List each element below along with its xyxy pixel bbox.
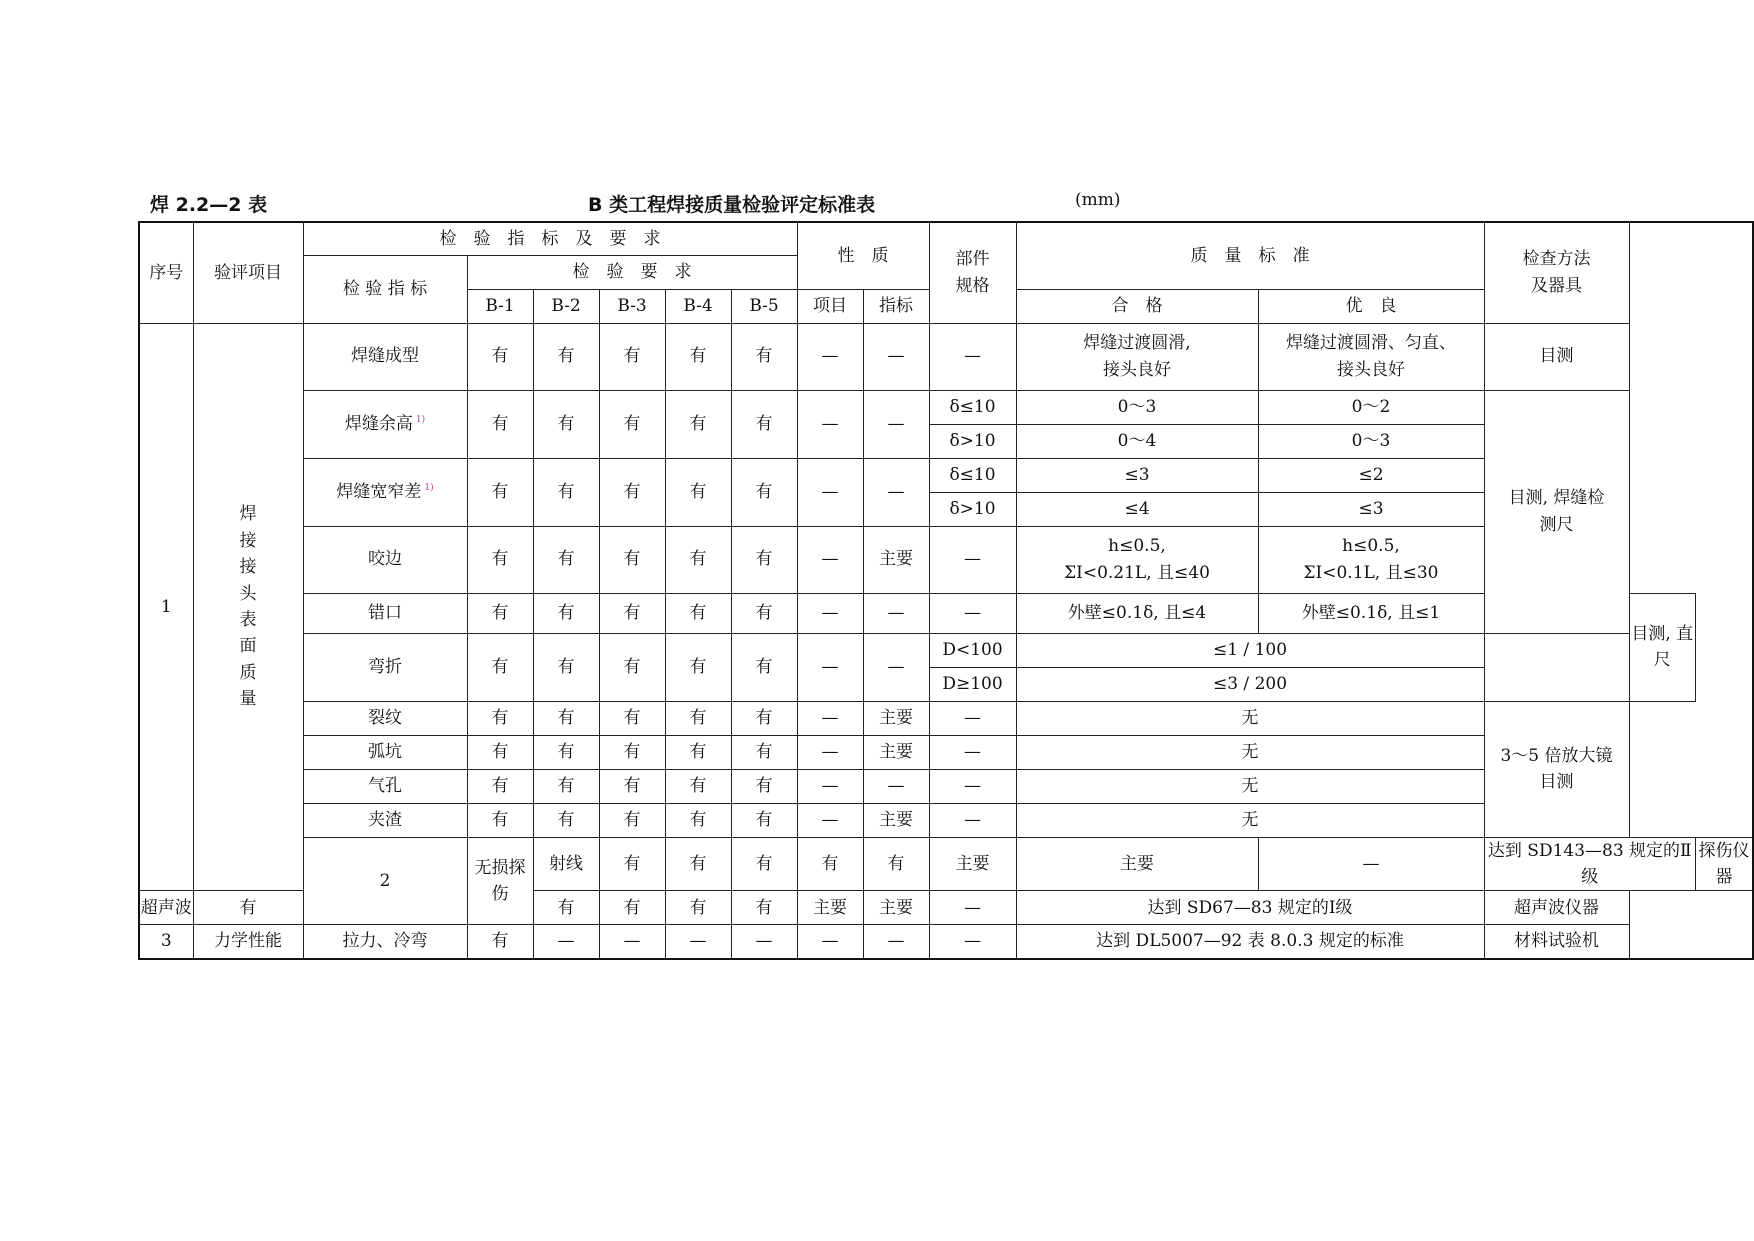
weld-quality-table — [138, 221, 1754, 960]
b2-cell: 有 — [533, 390, 599, 458]
b3-cell: 有 — [599, 593, 665, 633]
spec-cell: — — [929, 323, 1016, 390]
b4-cell: 有 — [665, 803, 731, 837]
b4-cell: 有 — [797, 837, 863, 891]
spec-cell: — — [929, 526, 1016, 593]
method-cell: 材料试验机 — [1484, 925, 1629, 959]
group2-item: 无损探伤 — [467, 837, 533, 925]
col-item: 验评项目 — [193, 222, 303, 323]
row-name: 气孔 — [303, 769, 467, 803]
b2-cell: 有 — [665, 837, 731, 891]
nature-index-cell: 主要 — [863, 526, 929, 593]
b5-cell: 有 — [731, 390, 797, 458]
spec-cell: δ≤10 — [929, 458, 1016, 492]
table-row — [139, 390, 1753, 424]
spec-cell: — — [929, 593, 1016, 633]
b2-cell: 有 — [533, 701, 599, 735]
group3-item: 力学性能 — [193, 925, 303, 959]
col-nature: 性 质 — [797, 222, 929, 289]
b2-cell: 有 — [533, 735, 599, 769]
nature-index-cell: — — [863, 593, 929, 633]
nature-item-cell: — — [797, 633, 863, 701]
row-name: 焊缝宽窄差 $^{1)}$ — [303, 458, 467, 526]
b3-cell: 有 — [599, 769, 665, 803]
row-name: 夹渣 — [303, 803, 467, 837]
col-seq: 序号 — [139, 222, 193, 323]
method-cell: 探伤仪器 — [1696, 837, 1753, 891]
b5-cell: 有 — [731, 593, 797, 633]
row-name: 弯折 — [303, 633, 467, 701]
b4-cell: 有 — [665, 526, 731, 593]
row-name: 咬边 — [303, 526, 467, 593]
pass-cell: 外壁≤0.1δ, 且≤4 — [1016, 593, 1258, 633]
b3-cell: 有 — [599, 701, 665, 735]
b3-cell: 有 — [731, 837, 797, 891]
spec-cell: — — [929, 925, 1016, 959]
b4-cell: 有 — [665, 735, 731, 769]
table-row — [139, 837, 1753, 891]
row-name: 错口 — [303, 593, 467, 633]
nature-item-cell: — — [797, 803, 863, 837]
nature-index-cell: 主要 — [863, 803, 929, 837]
col-quality: 质 量 标 准 — [1016, 222, 1484, 289]
b5-cell: 有 — [731, 633, 797, 701]
group2-seq: 2 — [303, 837, 467, 925]
b4-cell: 有 — [665, 593, 731, 633]
quality-cell: 无 — [1016, 735, 1484, 769]
nature-index-cell: — — [863, 458, 929, 526]
nature-item-cell: — — [797, 701, 863, 735]
table-code: 焊 2.2—2 表 — [150, 194, 268, 216]
row-name: 焊缝余高 $^{1)}$ — [303, 390, 467, 458]
table-row — [139, 323, 1753, 390]
col-spec: 部件 规格 — [929, 222, 1016, 323]
b2-cell: 有 — [533, 526, 599, 593]
header-row — [139, 222, 1753, 255]
pass-cell: 0～4 — [1016, 424, 1258, 458]
col-inspection-group: 检 验 指 标 及 要 求 — [303, 222, 797, 255]
nature-index-cell: — — [863, 769, 929, 803]
col-indicator: 检 验 指 标 — [303, 255, 467, 323]
b1-cell: 有 — [467, 735, 533, 769]
col-b3: B-3 — [599, 289, 665, 323]
b5-cell: 有 — [731, 735, 797, 769]
group3-seq: 3 — [139, 925, 193, 959]
method-cell: 3～5 倍放大镜 目测 — [1484, 701, 1629, 837]
table-row — [139, 633, 1753, 667]
nature-index-cell: 主要 — [1016, 837, 1258, 891]
b5-cell: 有 — [731, 769, 797, 803]
quality-cell: 无 — [1016, 769, 1484, 803]
b3-cell: 有 — [599, 390, 665, 458]
good-cell: 0～2 — [1258, 390, 1484, 424]
method-cell: 超声波仪器 — [1484, 891, 1629, 925]
nature-index-cell: 主要 — [863, 735, 929, 769]
nature-item-cell: 主要 — [797, 891, 863, 925]
b2-cell: 有 — [533, 458, 599, 526]
quality-cell: 达到 SD143—83 规定的Ⅱ级 — [1484, 837, 1696, 891]
nature-index-cell: — — [863, 633, 929, 701]
spec-cell: D<100 — [929, 633, 1016, 667]
nature-item-cell: — — [797, 735, 863, 769]
b2-cell: 有 — [533, 323, 599, 390]
col-nature-index: 指标 — [863, 289, 929, 323]
col-b5: B-5 — [731, 289, 797, 323]
b3-cell: 有 — [599, 323, 665, 390]
pass-cell: ≤4 — [1016, 492, 1258, 526]
quality-cell: 达到 DL5007—92 表 8.0.3 规定的标准 — [1016, 925, 1484, 959]
b1-cell: 有 — [467, 633, 533, 701]
good-cell: 0～3 — [1258, 424, 1484, 458]
b5-cell: 有 — [731, 701, 797, 735]
quality-cell: 无 — [1016, 803, 1484, 837]
group1-item: 焊 接 接 头 表 面 质 量 — [193, 323, 303, 891]
nature-item-cell: 主要 — [929, 837, 1016, 891]
b3-cell: — — [599, 925, 665, 959]
b4-cell: 有 — [665, 390, 731, 458]
b5-cell: 有 — [863, 837, 929, 891]
row-name: 拉力、冷弯 — [303, 925, 467, 959]
row-name: 裂纹 — [303, 701, 467, 735]
b2-cell: 有 — [533, 769, 599, 803]
table-row — [139, 701, 1753, 735]
spec-cell: δ>10 — [929, 424, 1016, 458]
b3-cell: 有 — [599, 458, 665, 526]
b5-cell: 有 — [731, 323, 797, 390]
b2-cell: 有 — [533, 891, 599, 925]
col-requirement: 检 验 要 求 — [467, 255, 797, 289]
row-name: 超声波 — [139, 891, 193, 925]
b5-cell: 有 — [731, 891, 797, 925]
b5-cell: 有 — [731, 526, 797, 593]
b1-cell: 有 — [467, 323, 533, 390]
b4-cell: 有 — [665, 458, 731, 526]
spec-cell: — — [1258, 837, 1484, 891]
spec-cell: — — [929, 735, 1016, 769]
b4-cell: 有 — [665, 769, 731, 803]
spec-cell: δ>10 — [929, 492, 1016, 526]
b1-cell: 有 — [467, 458, 533, 526]
spec-cell: — — [929, 701, 1016, 735]
b4-cell: 有 — [665, 891, 731, 925]
b1-cell: 有 — [467, 769, 533, 803]
nature-item-cell: — — [797, 390, 863, 458]
b5-cell: 有 — [731, 803, 797, 837]
b4-cell: 有 — [665, 701, 731, 735]
b3-cell: 有 — [599, 526, 665, 593]
nature-index-cell: 主要 — [863, 701, 929, 735]
good-cell: h≤0.5, ΣI<0.1L, 且≤30 — [1258, 526, 1484, 593]
row-name: 射线 — [533, 837, 599, 891]
b3-cell: 有 — [599, 735, 665, 769]
b5-cell: 有 — [731, 458, 797, 526]
spec-cell: — — [929, 891, 1016, 925]
b3-cell: 有 — [599, 891, 665, 925]
spec-cell: — — [929, 803, 1016, 837]
pass-cell: h≤0.5, ΣI<0.21L, 且≤40 — [1016, 526, 1258, 593]
table-row — [139, 925, 1753, 959]
quality-cell: ≤3 / 200 — [1016, 667, 1484, 701]
good-cell: ≤3 — [1258, 492, 1484, 526]
nature-index-cell: 主要 — [863, 891, 929, 925]
col-method: 检查方法 及器具 — [1484, 222, 1629, 323]
b2-cell: 有 — [533, 593, 599, 633]
b1-cell: 有 — [467, 390, 533, 458]
nature-item-cell: — — [797, 526, 863, 593]
nature-item-cell: — — [797, 323, 863, 390]
b3-cell: 有 — [599, 633, 665, 701]
col-nature-item: 项目 — [797, 289, 863, 323]
b4-cell: 有 — [665, 633, 731, 701]
col-pass: 合 格 — [1016, 289, 1258, 323]
b1-cell: 有 — [467, 593, 533, 633]
b2-cell: 有 — [533, 633, 599, 701]
nature-item-cell: — — [797, 458, 863, 526]
nature-index-cell: — — [863, 323, 929, 390]
nature-index-cell: — — [863, 390, 929, 458]
b5-cell: — — [731, 925, 797, 959]
method-cell: 目测, 直尺 — [1629, 593, 1696, 701]
nature-item-cell: — — [797, 769, 863, 803]
method-cell: 目测, 焊缝检 测尺 — [1484, 390, 1629, 633]
b2-cell: — — [533, 925, 599, 959]
b1-cell: 有 — [599, 837, 665, 891]
quality-cell: 无 — [1016, 701, 1484, 735]
b1-cell: 有 — [193, 891, 303, 925]
good-cell: 外壁≤0.1δ, 且≤1 — [1258, 593, 1484, 633]
quality-cell: 达到 SD67—83 规定的Ⅰ级 — [1016, 891, 1484, 925]
col-b1: B-1 — [467, 289, 533, 323]
col-b2: B-2 — [533, 289, 599, 323]
good-cell: 焊缝过渡圆滑、匀直、 接头良好 — [1258, 323, 1484, 390]
good-cell: ≤2 — [1258, 458, 1484, 492]
b4-cell: 有 — [665, 323, 731, 390]
method-cell: 目测 — [1484, 323, 1629, 390]
pass-cell: 0～3 — [1016, 390, 1258, 424]
pass-cell: 焊缝过渡圆滑, 接头良好 — [1016, 323, 1258, 390]
b4-cell: — — [665, 925, 731, 959]
b3-cell: 有 — [599, 803, 665, 837]
nature-item-cell: — — [797, 925, 863, 959]
quality-cell: ≤1 / 100 — [1016, 633, 1484, 667]
nature-index-cell: — — [863, 925, 929, 959]
spec-cell: δ≤10 — [929, 390, 1016, 424]
spec-cell: D≥100 — [929, 667, 1016, 701]
b1-cell: 有 — [467, 925, 533, 959]
b2-cell: 有 — [533, 803, 599, 837]
col-b4: B-4 — [665, 289, 731, 323]
col-good: 优 良 — [1258, 289, 1484, 323]
group1-seq: 1 — [139, 323, 193, 891]
b1-cell: 有 — [467, 701, 533, 735]
b1-cell: 有 — [467, 803, 533, 837]
row-name: 焊缝成型 — [303, 323, 467, 390]
nature-item-cell: — — [797, 593, 863, 633]
table-title: B 类工程焊接质量检验评定标准表 — [588, 194, 876, 216]
row-name: 弧坑 — [303, 735, 467, 769]
spec-cell: — — [929, 769, 1016, 803]
unit-label: (mm) — [1075, 190, 1121, 210]
pass-cell: ≤3 — [1016, 458, 1258, 492]
b1-cell: 有 — [467, 526, 533, 593]
